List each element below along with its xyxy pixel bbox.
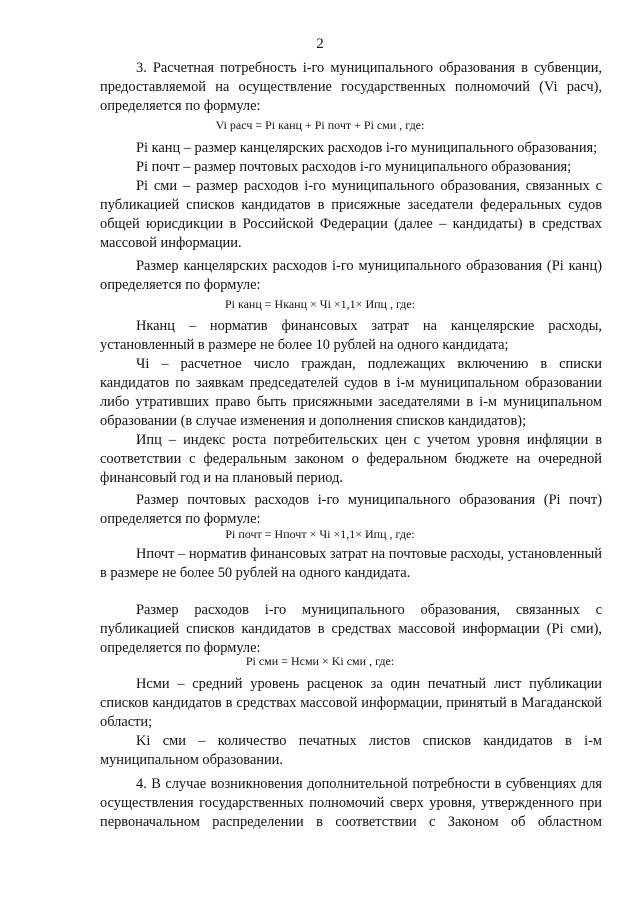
post-intro: [100, 491, 602, 529]
section-4: [100, 775, 602, 832]
paragraph: Размер канцелярских расходов i-го муниципального образования (Pi канц) определяется по формуле:: [100, 258, 602, 293]
formula-p-kanc: Pi канц = Нканц × Чi ×1,1× Ипц , где:: [224, 297, 416, 311]
definition-k-smi: Ki сми – количество печатных листов списков кандидатов в i-м муниципальном образовании.: [100, 733, 602, 768]
definition-ch-i: Чi – расчетное число граждан, подлежащих включению в списки кандидатов по заявкам председателей судов в i-м муниципальном образовании либо утративших право быть присяжными заседателями в i-м муниципальном образовании (в случае изменения и дополнения списков кандидатов);: [100, 356, 602, 429]
formula-p-pocht: Pi почт = Нпочт × Чi ×1,1× Ипц , где:: [225, 527, 415, 541]
smi-intro: [100, 601, 602, 658]
formula-p-smi: Pi сми = Нсми × Ki сми , где:: [245, 654, 395, 668]
paragraph: Размер расходов i-го муниципального образования, связанных с публикацией списков кандидатов в средствах массовой информации (Pi сми), определяется по формуле:: [100, 602, 602, 656]
page-number: 2: [316, 36, 324, 52]
definition-n-kanc: Нканц – норматив финансовых затрат на канцелярские расходы, установленный в размере не более 10 рублей на одного кандидата;: [100, 318, 602, 353]
section-3-intro: [100, 59, 602, 116]
definition-n-smi: Нсми – средний уровень расценок за один печатный лист публикации списков кандидатов в средствах массовой информации, принятый в Магаданской области;: [100, 676, 602, 730]
definition-p-smi: Pi сми – размер расходов i-го муниципального образования, связанных с публикацией списков кандидатов в присяжные заседатели федеральных судов общей юрисдикции в Российской Федерации (далее – кандидаты) в средствах массовой информации.: [100, 178, 602, 251]
definition-p-pocht: Pi почт – размер почтовых расходов i-го муниципального образования;: [136, 159, 572, 175]
paragraph: 4. В случае возникновения дополнительной потребности в субвенциях для осуществления государственных полномочий сверх уровня, утвержденного при первоначальном распределении в соответствии с Законом об областном: [100, 776, 602, 830]
kanc-intro: [100, 257, 602, 295]
paragraph: Размер почтовых расходов i-го муниципального образования (Pi почт) определяется по формуле:: [100, 492, 602, 527]
section-3-definitions: [100, 139, 602, 253]
kanc-definitions: [100, 317, 602, 488]
paragraph: 3. Расчетная потребность i-го муниципального образования в субвенции, предоставляемой на осуществление государственных полномочий (Vi расч), определяется по формуле:: [100, 60, 602, 114]
definition-p-kanc: Pi канц – размер канцелярских расходов i-го муниципального образования;: [136, 140, 598, 156]
formula-v-rasch: Vi расч = Pi канц + Pi почт + Pi сми , где:: [215, 118, 425, 132]
post-definitions: [100, 545, 602, 583]
definition-i-pc: Ипц – индекс роста потребительских цен с учетом уровня инфляции в соответствии с федеральным законом о федеральном бюджете на очередной финансовый год и на плановый период.: [100, 432, 602, 486]
smi-definitions: [100, 675, 602, 770]
definition-n-pocht: Нпочт – норматив финансовых затрат на почтовые расходы, установленный в размере не более 50 рублей на одного кандидата.: [100, 546, 602, 581]
